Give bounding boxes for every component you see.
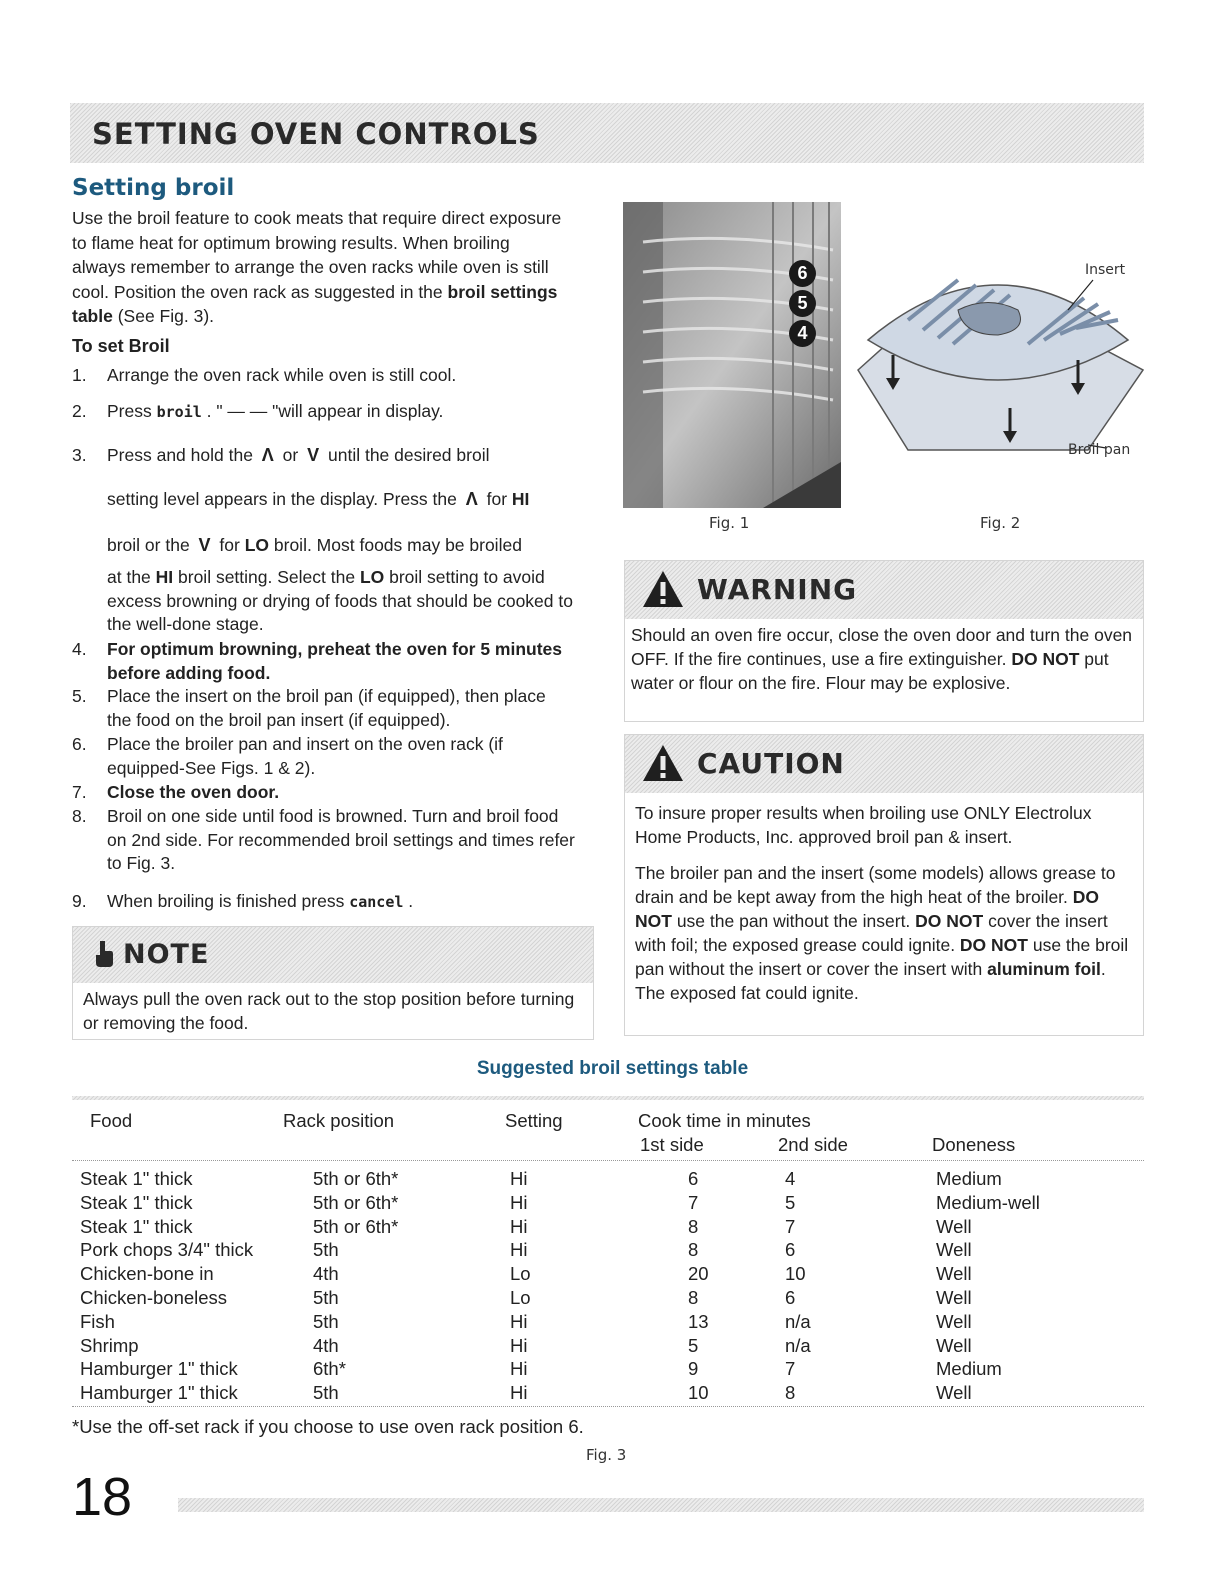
cell-second-side: 10 [785,1263,806,1285]
cell-rack-position: 5th [313,1310,339,1332]
cell-doneness: Well [936,1334,972,1356]
intro-bold-link: broil settings table [72,281,558,326]
step-text-part: broil or the [107,535,195,555]
step-2 [72,400,602,424]
header-second-side: 2nd side [778,1134,848,1155]
header-setting: Setting [505,1110,563,1131]
step-9 [72,890,602,914]
step-3-line-1 [107,444,602,468]
warning-banner [625,561,1143,619]
cell-rack-position: 5th [313,1239,339,1261]
caution-title: CAUTION [697,747,845,780]
warning-triangle-icon [641,569,685,609]
fig-2-caption: Fig. 2 [980,514,1021,532]
intro-text-end: (See Fig. 3). [112,306,215,326]
cell-doneness: Well [936,1287,972,1308]
step-text-part: broil. Most foods may be broiled [269,535,522,555]
note-box [72,926,594,1040]
step-3-line-4 [107,566,592,637]
up-arrow-icon: Λ [261,445,274,465]
subheading-to-set-broil: To set Broil [72,336,170,356]
broil-table-title: Suggested broil settings table [476,1058,749,1079]
step-1 [72,364,602,388]
step-text-part: Press and hold the [107,445,258,465]
caution-aluminum-foil: aluminum foil [987,959,1101,979]
cell-rack-position: 4th [313,1263,339,1285]
step-text: Close the oven door. [107,782,280,802]
cell-rack-position: 5th or 6th* [313,1215,399,1237]
header-rule [72,1160,1144,1161]
cell-first-side: 6 [688,1168,699,1189]
cell-food: Chicken-bone in [80,1263,214,1285]
cell-rack-position: 5th [313,1382,339,1404]
cell-food: Steak 1" thick [80,1215,193,1237]
caution-text-part: use the pan without the insert. [671,911,916,931]
section-title: Setting broil [72,175,235,201]
step-text-part: or [277,445,304,465]
cell-setting: Hi [510,1215,528,1237]
warning-text [631,623,1136,695]
cell-setting: Hi [510,1310,528,1332]
step-5 [72,685,602,733]
step-text-part: at the [107,567,156,587]
cell-setting: Hi [510,1239,528,1261]
step-text-part: until the desired broil [323,445,490,465]
step-number: 6. [72,734,87,754]
step-text-part: setting level appears in the display. Press the [107,489,462,509]
step-text-part: for [481,489,512,509]
warning-title: WARNING [697,573,858,606]
table-bottom-rule [72,1406,1144,1407]
cell-food: Fish [80,1310,115,1332]
intro-text: Use the broil feature to cook meats that require direct exposure to flame heat for optimum browing results. When broiling always remember to arrange the oven racks while oven is still cool. Position the oven rack as suggested in the [72,208,562,302]
cell-first-side: 7 [688,1191,699,1213]
rack-position-6-badge: 6 [789,260,816,287]
header-cook-time: Cook time in minutes [638,1110,811,1131]
step-text-part: . " — — "will appear in display. [201,401,444,421]
section-header-title: SETTING OVEN CONTROLS [92,117,540,151]
down-arrow-icon: V [198,535,211,555]
table-top-rule [72,1096,1144,1100]
caution-text-part: use the broil pan without the insert or cover the insert with [635,935,1129,979]
oven-racks-image [623,202,841,508]
caution-triangle-icon [641,743,685,783]
step-3-line-2 [107,488,602,512]
table-row [0,1287,1225,1311]
step-7 [72,781,602,805]
step-text-part: for [214,535,245,555]
oven-interior-photo [623,202,841,508]
cell-first-side: 9 [688,1358,699,1380]
footer-rule [178,1498,1144,1512]
cell-first-side: 8 [688,1239,699,1261]
step-3-line-3 [107,534,602,558]
caution-box [624,734,1144,1036]
step-text: Place the broiler pan and insert on the oven rack (if equipped-See Figs. 1 & 2). [107,734,503,778]
down-arrow-icon: V [307,445,320,465]
cell-rack-position: 5th or 6th* [313,1191,399,1213]
step-text [107,890,592,915]
cell-second-side: 6 [785,1239,796,1261]
note-banner [73,927,593,983]
step-text [107,400,592,425]
step-text: Place the insert on the broil pan (if equipped), then place the food on the broil pan insert (if equipped). [107,686,546,730]
step-8 [72,805,602,877]
cell-food: Shrimp [80,1334,139,1356]
header-doneness: Doneness [932,1134,1016,1155]
cell-doneness: Well [936,1215,972,1237]
caution-text-2 [635,861,1140,1005]
warning-do-not: DO NOT [1011,649,1080,669]
cell-doneness: Medium [936,1168,1002,1189]
section-header-banner [70,103,1144,163]
cancel-key-label: cancel [349,893,404,911]
hi-label: HI [511,489,530,509]
step-text: For optimum browning, preheat the oven for 5 minutes before adding food. [107,639,563,683]
step-number: 4. [72,639,87,659]
cell-second-side: 7 [785,1358,796,1380]
table-row [0,1216,1225,1240]
cell-second-side: 5 [785,1191,796,1213]
caution-do-not: DO NOT [959,935,1028,955]
cell-doneness: Medium-well [936,1191,1040,1213]
lo-label: LO [359,567,385,587]
step-number: 2. [72,401,87,421]
note-text: Always pull the oven rack out to the stop position before turning or removing the food. [83,989,575,1033]
warning-text-part: put water or flour on the fire. Flour may be explosive. [631,649,1109,693]
table-row [0,1358,1225,1382]
broil-pan-label: Broil pan [1068,442,1131,458]
cell-first-side: 5 [688,1334,699,1356]
cell-doneness: Well [936,1239,972,1261]
table-row [0,1263,1225,1287]
cell-second-side: 6 [785,1287,796,1308]
rack-position-4-badge: 4 [789,320,816,347]
cell-second-side: n/a [785,1310,811,1332]
cell-second-side: 7 [785,1215,796,1237]
step-text-part: broil setting to avoid excess browning or drying of foods that should be cooked to the well-done stage. [107,567,573,634]
cell-doneness: Well [936,1382,972,1404]
step-text-part: . [403,891,414,911]
cell-setting: Hi [510,1168,528,1189]
step-text-part: broil setting. Select the [173,567,360,587]
header-food: Food [90,1110,133,1131]
cell-food: Steak 1" thick [80,1191,193,1213]
step-6 [72,733,602,781]
caution-text-part: The broiler pan and the insert (some models) allows grease to drain and be kept away from the high heat of the broiler. [635,863,1116,907]
cell-rack-position: 5th [313,1287,339,1308]
cell-food: Hamburger 1" thick [80,1358,238,1380]
caution-do-not: DO NOT [915,911,984,931]
cell-food: Steak 1" thick [80,1168,193,1189]
step-text-part: When broiling is finished press [107,891,350,911]
lo-label: LO [244,535,270,555]
caution-banner [625,735,1143,793]
note-title: NOTE [123,939,210,970]
step-text-part: Press [107,401,157,421]
page-number: 18 [72,1467,133,1527]
table-row [0,1239,1225,1263]
cell-doneness: Well [936,1310,972,1332]
rack-position-5-badge: 5 [789,290,816,317]
cell-second-side: 8 [785,1382,796,1404]
table-row [0,1382,1225,1406]
table-row [0,1335,1225,1359]
insert-label: Insert [1085,262,1126,278]
table-row [0,1168,1225,1192]
header-first-side: 1st side [640,1134,704,1155]
cell-rack-position: 4th [313,1334,339,1356]
broil-key-label: broil [156,403,202,421]
fig-3-caption: Fig. 3 [586,1446,627,1464]
step-4 [72,638,602,686]
fig-1-caption: Fig. 1 [709,514,750,532]
step-text: Arrange the oven rack while oven is still cool. [107,365,457,385]
cell-setting: Hi [510,1191,528,1213]
cell-setting: Lo [510,1287,531,1308]
step-number: 8. [72,806,87,826]
step-number: 1. [72,365,87,385]
table-row [0,1311,1225,1335]
cell-second-side: 4 [785,1168,796,1189]
cell-first-side: 20 [688,1263,709,1285]
caution-text-1: To insure proper results when broiling use ONLY Electrolux Home Products, Inc. approved broil pan & insert. [635,803,1092,847]
cell-food: Chicken-boneless [80,1287,228,1308]
step-number: 5. [72,686,87,706]
step-3 [72,444,602,634]
warning-box [624,560,1144,722]
table-row [0,1192,1225,1216]
intro-paragraph [72,206,562,329]
warning-text-part: Should an oven fire occur, close the oven door and turn the oven OFF. If the fire continues, use a fire extinguisher. [631,625,1133,669]
header-rack-position: Rack position [283,1110,395,1131]
cell-food: Hamburger 1" thick [80,1382,238,1404]
cell-setting: Hi [510,1382,528,1404]
caution-text-part: . The exposed fat could ignite. [635,959,1106,1003]
step-text: Broil on one side until food is browned. Turn and broil food on 2nd side. For recommended broil settings and times refer to Fig. 3. [107,806,575,873]
cell-rack-position: 5th or 6th* [313,1168,399,1189]
step-number: 7. [72,782,87,802]
cell-first-side: 13 [688,1310,709,1332]
pointing-hand-icon [91,939,115,969]
caution-text-part: cover the insert with foil; the exposed grease could ignite. [635,911,1108,955]
cell-doneness: Well [936,1263,972,1285]
cell-setting: Lo [510,1263,531,1285]
cell-rack-position: 6th* [313,1358,346,1380]
cell-first-side: 8 [688,1215,699,1237]
cell-second-side: n/a [785,1334,811,1356]
cell-first-side: 10 [688,1382,709,1404]
hi-label: HI [155,567,174,587]
up-arrow-icon: Λ [465,489,478,509]
cell-setting: Hi [510,1358,528,1380]
caution-do-not: DO NOT [635,887,1100,931]
cell-first-side: 8 [688,1287,699,1308]
cell-food: Pork chops 3/4" thick [80,1239,254,1261]
step-number: 3. [72,445,87,465]
cell-setting: Hi [510,1334,528,1356]
cell-doneness: Medium [936,1358,1002,1380]
table-footnote: *Use the off-set rack if you choose to use oven rack position 6. [72,1416,584,1437]
step-number: 9. [72,891,87,911]
